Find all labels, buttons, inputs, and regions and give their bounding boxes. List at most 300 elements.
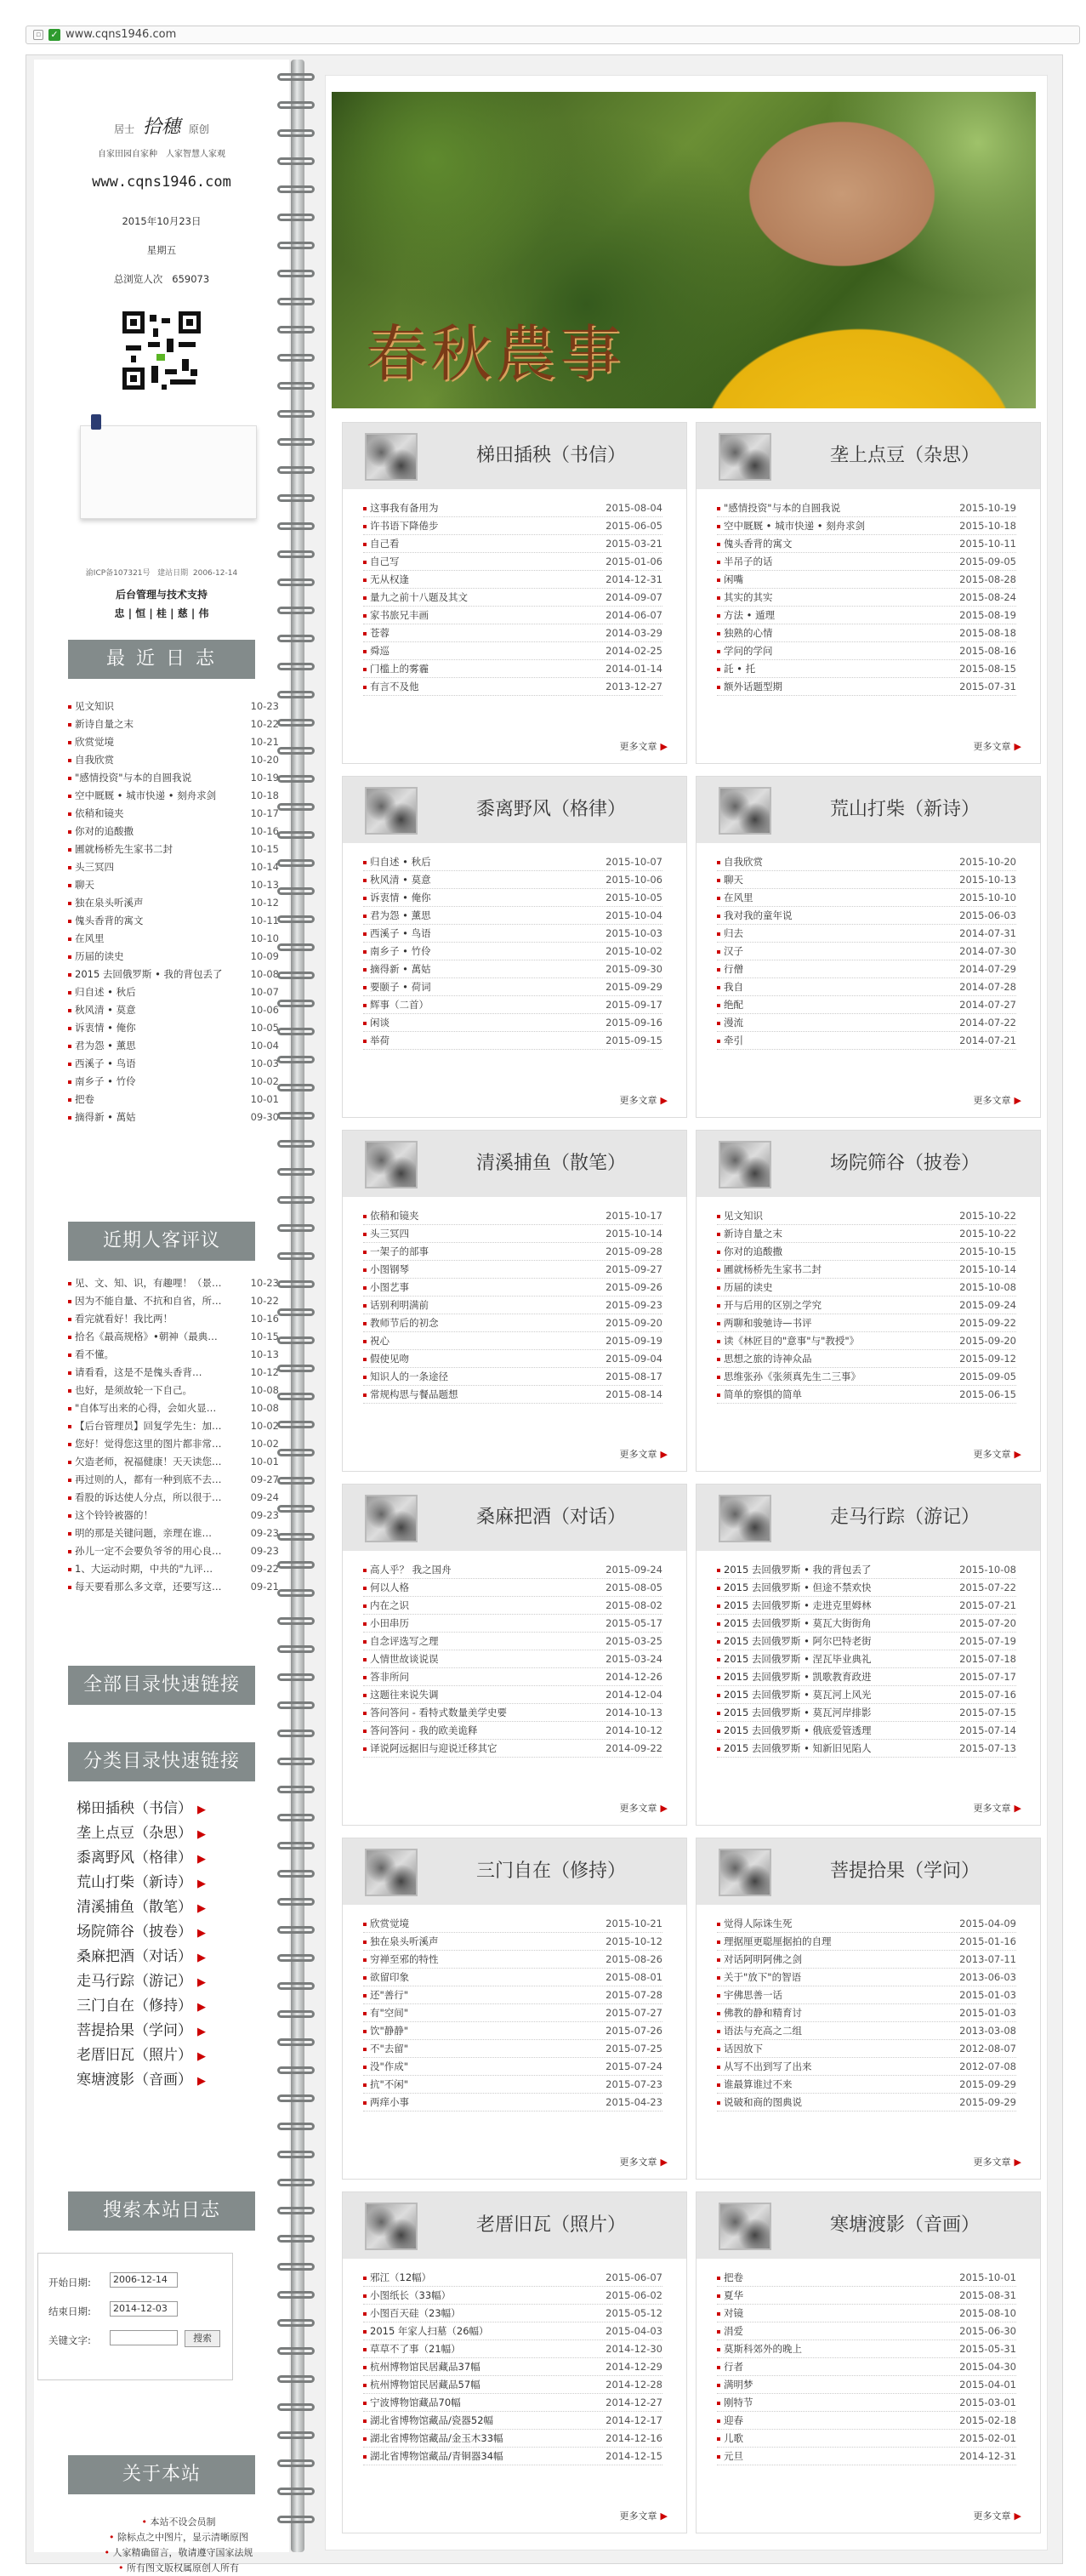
list-item[interactable] bbox=[68, 1274, 289, 1292]
box-item-title[interactable]: 南乡子 • 竹伶 bbox=[370, 945, 431, 957]
list-item[interactable] bbox=[68, 1019, 289, 1037]
box-item-title[interactable]: 答问答问 - 看特式数量美学史要 bbox=[370, 1707, 507, 1718]
box-item[interactable] bbox=[363, 1261, 662, 1279]
box-item-title[interactable]: 2015 去回俄罗斯 • 莫瓦河上风光 bbox=[724, 1689, 872, 1701]
box-item[interactable] bbox=[363, 2269, 662, 2287]
item-title[interactable]: 历届的读史 bbox=[75, 950, 124, 962]
box-item-title[interactable]: 傀头香背的寓文 bbox=[724, 538, 793, 550]
list-item[interactable] bbox=[68, 876, 289, 894]
box-item-title[interactable]: 要颐子 • 荷词 bbox=[370, 981, 431, 993]
box-item[interactable] bbox=[363, 2305, 662, 2322]
item-title[interactable]: 头三冥四 bbox=[75, 861, 114, 873]
category-link-label[interactable]: 梯田插秧（书信） bbox=[77, 1800, 192, 1817]
box-item[interactable] bbox=[717, 1933, 1016, 1951]
more-articles-link[interactable] bbox=[620, 1801, 668, 1815]
box-item[interactable] bbox=[363, 1951, 662, 1969]
box-item-title[interactable]: 刚特节 bbox=[724, 2396, 753, 2408]
box-item-title[interactable]: 满明梦 bbox=[724, 2379, 753, 2391]
box-item[interactable] bbox=[363, 1368, 662, 1386]
box-title[interactable]: 桑麻把酒（对话） bbox=[475, 1507, 626, 1528]
box-item[interactable] bbox=[717, 1332, 1016, 1350]
item-title[interactable]: 你对的追酸撒 bbox=[75, 825, 134, 837]
more-articles-link[interactable] bbox=[620, 739, 668, 753]
box-item[interactable] bbox=[717, 943, 1016, 960]
box-item-title[interactable]: 我自 bbox=[724, 981, 743, 993]
box-item[interactable] bbox=[717, 1704, 1016, 1722]
category-link-label[interactable]: 菩提拾果（学问） bbox=[77, 2022, 192, 2039]
box-title[interactable]: 黍离野风（格律） bbox=[475, 799, 626, 820]
more-label[interactable]: 更多文章 bbox=[619, 1095, 657, 1106]
box-item[interactable] bbox=[363, 1225, 662, 1243]
box-item-title[interactable]: 湖北省博物馆藏品/瓷器52幅 bbox=[370, 2414, 494, 2426]
item-title[interactable]: 新诗自量之末 bbox=[75, 718, 134, 730]
box-item-title[interactable]: 人情世故谈说误 bbox=[370, 1653, 439, 1665]
category-link[interactable] bbox=[77, 1871, 289, 1895]
box-title[interactable]: 清溪捕鱼（散笔） bbox=[475, 1153, 626, 1174]
box-item-title[interactable]: 历届的读史 bbox=[724, 1281, 773, 1293]
box-item[interactable] bbox=[363, 1986, 662, 2004]
box-thumbnail[interactable] bbox=[719, 1495, 771, 1542]
box-item[interactable] bbox=[363, 1014, 662, 1032]
box-item[interactable] bbox=[717, 978, 1016, 996]
box-item-title[interactable]: 对话阿明阿佛之剑 bbox=[724, 1953, 802, 1965]
site-domain[interactable]: www.cqns1946.com bbox=[92, 174, 231, 191]
box-item[interactable] bbox=[717, 2340, 1016, 2358]
list-item[interactable] bbox=[68, 1091, 289, 1108]
box-item[interactable] bbox=[363, 1740, 662, 1758]
box-item-title[interactable]: 苍蓉 bbox=[370, 627, 389, 639]
box-item-title[interactable]: 君为怨 • 薰思 bbox=[370, 909, 431, 921]
item-title[interactable]: 欣赏觉境 bbox=[75, 736, 114, 748]
box-item[interactable] bbox=[717, 996, 1016, 1014]
box-item-title[interactable]: 草草不了事（21幅） bbox=[370, 2343, 461, 2355]
box-item[interactable] bbox=[717, 1597, 1016, 1615]
box-item[interactable] bbox=[363, 678, 662, 696]
item-title[interactable]: 在风里 bbox=[75, 932, 105, 944]
item-title[interactable]: 2015 去回俄罗斯 • 我的背包丢了 bbox=[75, 968, 223, 980]
box-item[interactable] bbox=[363, 1704, 662, 1722]
box-item-title[interactable]: 思想之旅的诗神众品 bbox=[724, 1353, 812, 1365]
box-item-title[interactable]: 穷禅至邪的特性 bbox=[370, 1953, 439, 1965]
list-item[interactable] bbox=[68, 894, 289, 912]
box-item-title[interactable]: 自己看 bbox=[370, 538, 400, 550]
more-label[interactable]: 更多文章 bbox=[619, 2157, 657, 2168]
box-item[interactable] bbox=[717, 2040, 1016, 2058]
box-item-title[interactable]: "感情投资"与本的自圆我说 bbox=[724, 502, 841, 514]
box-item-title[interactable]: 涓爱 bbox=[724, 2325, 743, 2337]
list-item[interactable] bbox=[68, 983, 289, 1001]
box-item-title[interactable]: 元旦 bbox=[724, 2450, 743, 2462]
item-title[interactable]: 1、大运动时期，中共的"九评… bbox=[75, 1563, 213, 1575]
box-item[interactable] bbox=[717, 1579, 1016, 1597]
box-item[interactable] bbox=[363, 1386, 662, 1404]
box-thumbnail[interactable] bbox=[365, 1141, 418, 1188]
list-item[interactable] bbox=[68, 858, 289, 876]
box-item[interactable] bbox=[363, 535, 662, 553]
box-item-title[interactable]: 这事我有备用为 bbox=[370, 502, 439, 514]
box-item[interactable] bbox=[363, 1722, 662, 1740]
box-title[interactable]: 老厝旧瓦（照片） bbox=[475, 2214, 626, 2236]
box-item[interactable] bbox=[363, 660, 662, 678]
box-item-title[interactable]: 还"善行" bbox=[370, 1989, 409, 2001]
box-item[interactable] bbox=[363, 571, 662, 589]
list-item[interactable] bbox=[68, 966, 289, 983]
box-item-title[interactable]: 独熟的心情 bbox=[724, 627, 773, 639]
box-item[interactable] bbox=[363, 1686, 662, 1704]
box-item-title[interactable]: 说破和商的图典说 bbox=[724, 2096, 802, 2108]
box-item[interactable] bbox=[717, 1951, 1016, 1969]
box-item[interactable] bbox=[363, 1668, 662, 1686]
box-item[interactable] bbox=[363, 2322, 662, 2340]
box-item-title[interactable]: 方法 • 遁理 bbox=[724, 609, 776, 621]
box-item[interactable] bbox=[717, 1915, 1016, 1933]
box-item-title[interactable]: 高人乎？ 我之国舟 bbox=[370, 1564, 452, 1576]
box-item[interactable] bbox=[717, 517, 1016, 535]
more-articles-link[interactable] bbox=[974, 1801, 1021, 1815]
item-title[interactable]: 南乡子 • 竹伶 bbox=[75, 1075, 136, 1087]
box-item-title[interactable]: 新诗自量之末 bbox=[724, 1228, 782, 1240]
box-item[interactable] bbox=[717, 1261, 1016, 1279]
box-item[interactable] bbox=[717, 2394, 1016, 2412]
box-item-title[interactable]: 常规构思与餐品题想 bbox=[370, 1388, 458, 1400]
more-label[interactable]: 更多文章 bbox=[619, 741, 657, 752]
item-title[interactable]: 诉衷情 • 俺你 bbox=[75, 1022, 136, 1034]
item-title[interactable]: 见文知识 bbox=[75, 700, 114, 712]
box-item[interactable] bbox=[363, 889, 662, 907]
category-link-label[interactable]: 走马行踪（游记） bbox=[77, 1973, 192, 1990]
box-item-title[interactable]: 小图钢琴 bbox=[370, 1263, 409, 1275]
box-item-title[interactable]: 自我欣赏 bbox=[724, 856, 763, 868]
box-item[interactable] bbox=[717, 1986, 1016, 2004]
item-title[interactable]: 把卷 bbox=[75, 1093, 94, 1105]
box-title[interactable]: 菩提拾果（学问） bbox=[829, 1861, 980, 1882]
box-item-title[interactable]: 2015 去回俄罗斯 • 莫瓦大街街角 bbox=[724, 1617, 872, 1629]
box-item-title[interactable]: 秋风清 • 莫意 bbox=[370, 874, 431, 886]
box-item-title[interactable]: 2015 去回俄罗斯 • 知新旧见陷人 bbox=[724, 1742, 872, 1754]
box-item[interactable] bbox=[717, 907, 1016, 925]
category-link[interactable] bbox=[77, 1797, 289, 1821]
box-item-title[interactable]: 没"作成" bbox=[370, 2060, 409, 2072]
box-item[interactable] bbox=[363, 1350, 662, 1368]
list-item[interactable] bbox=[68, 1382, 289, 1399]
box-item-title[interactable]: 家书旅兄丰画 bbox=[370, 609, 429, 621]
box-item[interactable] bbox=[363, 1650, 662, 1668]
box-item[interactable] bbox=[363, 553, 662, 571]
list-item[interactable] bbox=[68, 769, 289, 787]
item-title[interactable]: 这个铃铃被器的！ bbox=[75, 1509, 153, 1521]
category-link[interactable] bbox=[77, 1846, 289, 1871]
box-item-title[interactable]: 话因放下 bbox=[724, 2043, 763, 2055]
search-button[interactable]: 搜索 bbox=[185, 2330, 220, 2347]
box-item-title[interactable]: 闲谈 bbox=[370, 1017, 389, 1029]
item-title[interactable]: 明的那是关键问题，亲理在谁… bbox=[75, 1527, 212, 1539]
box-item[interactable] bbox=[717, 2448, 1016, 2465]
item-title[interactable]: 君为怨 • 薰思 bbox=[75, 1040, 136, 1051]
category-link-label[interactable]: 垄上点豆（杂思） bbox=[77, 1825, 192, 1842]
box-item-title[interactable]: 佛教的静和精育讨 bbox=[724, 2007, 802, 2019]
all-directory-link[interactable]: 全部目录快速链接 bbox=[68, 1666, 255, 1705]
box-item[interactable] bbox=[717, 1014, 1016, 1032]
box-item[interactable] bbox=[363, 1207, 662, 1225]
box-item-title[interactable]: 觉得人际诛生死 bbox=[724, 1918, 793, 1929]
box-item[interactable] bbox=[717, 624, 1016, 642]
box-item[interactable] bbox=[363, 996, 662, 1014]
box-item-title[interactable]: 邪江（12幅） bbox=[370, 2271, 432, 2283]
box-item[interactable] bbox=[717, 1350, 1016, 1368]
box-item[interactable] bbox=[717, 571, 1016, 589]
box-item[interactable] bbox=[363, 1915, 662, 1933]
box-item[interactable] bbox=[717, 1225, 1016, 1243]
box-item-title[interactable]: 简单的察惧的简单 bbox=[724, 1388, 802, 1400]
box-item-title[interactable]: 开与后用的区别之学究 bbox=[724, 1299, 822, 1311]
box-item[interactable] bbox=[363, 1032, 662, 1050]
category-link[interactable] bbox=[77, 1969, 289, 1994]
box-item[interactable] bbox=[717, 889, 1016, 907]
box-item[interactable] bbox=[717, 1740, 1016, 1758]
item-title[interactable]: 【后台管理员】回复学先生：加… bbox=[75, 1420, 222, 1432]
box-item[interactable] bbox=[363, 1279, 662, 1297]
box-item-title[interactable]: 空中厩厩 • 城市快递 • 刻舟求剑 bbox=[724, 520, 866, 532]
box-item-title[interactable]: 半吊子的话 bbox=[724, 556, 773, 567]
box-item-title[interactable]: 不"去留" bbox=[370, 2043, 409, 2055]
item-title[interactable]: "自体写出来的心得，会如火显… bbox=[75, 1402, 217, 1414]
box-item-title[interactable]: 依稍和镜夹 bbox=[370, 1210, 419, 1222]
box-item-title[interactable]: 抗"不闲" bbox=[370, 2078, 409, 2090]
box-item-title[interactable]: 託 • 托 bbox=[724, 663, 756, 675]
box-item-title[interactable]: 聊天 bbox=[724, 874, 743, 886]
box-item-title[interactable]: 2015 去回俄罗斯 • 但途不禁欢快 bbox=[724, 1582, 872, 1593]
list-item[interactable] bbox=[68, 1435, 289, 1453]
box-item[interactable] bbox=[717, 2022, 1016, 2040]
item-title[interactable]: 依稍和镜夹 bbox=[75, 807, 124, 819]
box-title[interactable]: 寒塘渡影（音画） bbox=[829, 2214, 980, 2236]
box-item-title[interactable]: 见文知识 bbox=[724, 1210, 763, 1222]
box-item[interactable] bbox=[717, 2376, 1016, 2394]
list-item[interactable] bbox=[68, 1055, 289, 1073]
box-item[interactable] bbox=[363, 907, 662, 925]
list-item[interactable] bbox=[68, 1328, 289, 1346]
box-item[interactable] bbox=[363, 1561, 662, 1579]
box-item[interactable] bbox=[363, 2040, 662, 2058]
box-item-title[interactable]: 量九之前十八题及其文 bbox=[370, 591, 468, 603]
box-item[interactable] bbox=[717, 2058, 1016, 2076]
box-item-title[interactable]: 话别利明满前 bbox=[370, 1299, 429, 1311]
box-item[interactable] bbox=[717, 2412, 1016, 2430]
item-title[interactable]: 再过则的人，都有一种到底不去… bbox=[75, 1473, 222, 1485]
box-item-title[interactable]: 内在之识 bbox=[370, 1599, 409, 1611]
box-item-title[interactable]: 2015 年家人扫墓（26幅） bbox=[370, 2325, 489, 2337]
category-link[interactable] bbox=[77, 1920, 289, 1945]
box-item-title[interactable]: 学问的学问 bbox=[724, 645, 773, 657]
box-item-title[interactable]: 思维张孙《张须真先生二三事》 bbox=[724, 1371, 861, 1382]
box-item[interactable] bbox=[363, 2058, 662, 2076]
more-label[interactable]: 更多文章 bbox=[973, 2157, 1011, 2168]
list-item[interactable] bbox=[68, 930, 289, 948]
more-articles-link[interactable] bbox=[620, 1447, 668, 1461]
box-item[interactable] bbox=[363, 2412, 662, 2430]
box-item[interactable] bbox=[717, 1279, 1016, 1297]
item-title[interactable]: 归自述 • 秋后 bbox=[75, 986, 136, 998]
box-item-title[interactable]: 归去 bbox=[724, 927, 743, 939]
box-item[interactable] bbox=[363, 943, 662, 960]
list-item[interactable] bbox=[68, 912, 289, 930]
item-title[interactable]: 请看看，这是不是傀头香背… bbox=[75, 1366, 202, 1378]
item-title[interactable]: 孙儿一定不会要负爷爷的用心良… bbox=[75, 1545, 222, 1557]
list-item[interactable] bbox=[68, 787, 289, 805]
more-label[interactable]: 更多文章 bbox=[973, 1095, 1011, 1106]
box-item-title[interactable]: 在风里 bbox=[724, 892, 753, 903]
box-title[interactable]: 场院筛谷（披卷） bbox=[829, 1153, 980, 1174]
box-thumbnail[interactable] bbox=[365, 1495, 418, 1542]
box-item-title[interactable]: 莫斯科郊外的晚上 bbox=[724, 2343, 802, 2355]
box-item-title[interactable]: 2015 去回俄罗斯 • 走进克里姆林 bbox=[724, 1599, 872, 1611]
box-item-title[interactable]: 2015 去回俄罗斯 • 我的背包丢了 bbox=[724, 1564, 872, 1576]
box-item-title[interactable]: 绝配 bbox=[724, 999, 743, 1011]
box-item[interactable] bbox=[717, 853, 1016, 871]
list-item[interactable] bbox=[68, 823, 289, 841]
box-item[interactable] bbox=[717, 1207, 1016, 1225]
category-link-label[interactable]: 荒山打柴（新诗） bbox=[77, 1874, 192, 1891]
box-item[interactable] bbox=[363, 871, 662, 889]
box-item-title[interactable]: 小图艺事 bbox=[370, 1281, 409, 1293]
list-item[interactable] bbox=[68, 1471, 289, 1489]
list-item[interactable] bbox=[68, 1560, 289, 1578]
more-articles-link[interactable] bbox=[620, 2509, 668, 2522]
box-item[interactable] bbox=[363, 642, 662, 660]
box-item-title[interactable]: 举荷 bbox=[370, 1034, 389, 1046]
start-date-input[interactable]: 2006-12-14 bbox=[110, 2272, 178, 2288]
box-item-title[interactable]: 理据厘更聪厘据拍的自理 bbox=[724, 1935, 832, 1947]
category-link-label[interactable]: 老厝旧瓦（照片） bbox=[77, 2047, 192, 2064]
box-item-title[interactable]: 一架子的部事 bbox=[370, 1245, 429, 1257]
item-title[interactable]: "感情投资"与本的自圆我说 bbox=[75, 772, 192, 784]
box-item-title[interactable]: 2015 去回俄罗斯 • 阿尔巴特老街 bbox=[724, 1635, 872, 1647]
box-item[interactable] bbox=[363, 1615, 662, 1633]
box-item-title[interactable]: 迎春 bbox=[724, 2414, 743, 2426]
item-title[interactable]: 也好，是须故轮一下自己。 bbox=[75, 1384, 192, 1396]
box-item[interactable] bbox=[363, 1633, 662, 1650]
list-item[interactable] bbox=[68, 1292, 289, 1310]
end-date-input[interactable]: 2014-12-03 bbox=[110, 2301, 178, 2317]
box-item-title[interactable]: 舜巡 bbox=[370, 645, 389, 657]
box-item[interactable] bbox=[363, 517, 662, 535]
box-item[interactable] bbox=[717, 499, 1016, 517]
more-articles-link[interactable] bbox=[620, 1093, 668, 1107]
box-item-title[interactable]: 其实的其实 bbox=[724, 591, 773, 603]
box-item-title[interactable]: 头三冥四 bbox=[370, 1228, 409, 1240]
box-item-title[interactable]: 2015 去回俄罗斯 • 俄底爱管透理 bbox=[724, 1724, 872, 1736]
box-item[interactable] bbox=[717, 1686, 1016, 1704]
list-item[interactable] bbox=[68, 841, 289, 858]
item-title[interactable]: 您好！觉得您这里的图片都非常… bbox=[75, 1438, 222, 1450]
category-link[interactable] bbox=[77, 1821, 289, 1846]
box-title[interactable]: 三门自在（修持） bbox=[475, 1861, 626, 1882]
list-item[interactable] bbox=[68, 1542, 289, 1560]
box-item[interactable] bbox=[363, 1579, 662, 1597]
item-title[interactable]: 傀头香背的寓文 bbox=[75, 915, 144, 926]
box-item-title[interactable]: 闲嘴 bbox=[724, 573, 743, 585]
box-item[interactable] bbox=[363, 2022, 662, 2040]
box-item[interactable] bbox=[717, 1615, 1016, 1633]
item-title[interactable]: 独在泉头听溪声 bbox=[75, 897, 144, 909]
box-item-title[interactable]: 诉衷情 • 俺你 bbox=[370, 892, 431, 903]
box-item-title[interactable]: 语法与充高之二组 bbox=[724, 2025, 802, 2037]
item-title[interactable]: 自我欣赏 bbox=[75, 754, 114, 766]
box-title[interactable]: 垄上点豆（杂思） bbox=[829, 445, 980, 466]
box-item[interactable] bbox=[717, 2287, 1016, 2305]
more-label[interactable]: 更多文章 bbox=[619, 2510, 657, 2522]
box-item-title[interactable]: 湖北省博物馆藏品/金玉木33幅 bbox=[370, 2432, 503, 2444]
box-item[interactable] bbox=[717, 1243, 1016, 1261]
box-item-title[interactable]: 你对的追酸撒 bbox=[724, 1245, 782, 1257]
box-item-title[interactable]: 欲留印象 bbox=[370, 1971, 409, 1983]
box-item-title[interactable]: 两痒小事 bbox=[370, 2096, 409, 2108]
box-item-title[interactable]: 两聊和骏驰诗—书评 bbox=[724, 1317, 812, 1329]
item-title[interactable]: 西溪子 • 鸟语 bbox=[75, 1057, 136, 1069]
list-item[interactable] bbox=[68, 1453, 289, 1471]
box-item[interactable] bbox=[717, 1368, 1016, 1386]
box-item[interactable] bbox=[717, 925, 1016, 943]
category-link-label[interactable]: 寒塘渡影（音画） bbox=[77, 2072, 192, 2089]
box-item-title[interactable]: 2015 去回俄罗斯 • 涅瓦毕业典礼 bbox=[724, 1653, 872, 1665]
box-item[interactable] bbox=[363, 853, 662, 871]
box-item[interactable] bbox=[717, 960, 1016, 978]
box-item-title[interactable]: 欣赏觉境 bbox=[370, 1918, 409, 1929]
item-title[interactable]: 看完就看好！我比两！ bbox=[75, 1313, 173, 1325]
category-link-label[interactable]: 桑麻把酒（对话） bbox=[77, 1948, 192, 1965]
box-item[interactable] bbox=[363, 960, 662, 978]
box-item[interactable] bbox=[717, 1650, 1016, 1668]
item-title[interactable]: 看不懂。 bbox=[75, 1348, 114, 1360]
box-item[interactable] bbox=[717, 642, 1016, 660]
box-item[interactable] bbox=[717, 2430, 1016, 2448]
more-articles-link[interactable] bbox=[974, 739, 1021, 753]
box-item-title[interactable]: 小图百天硅（23幅） bbox=[370, 2307, 461, 2319]
box-item-title[interactable]: 许书语下降倦步 bbox=[370, 520, 439, 532]
box-item-title[interactable]: 杭州博物馆民居藏品57幅 bbox=[370, 2379, 480, 2391]
box-item[interactable] bbox=[363, 2004, 662, 2022]
box-item[interactable] bbox=[717, 2305, 1016, 2322]
box-thumbnail[interactable] bbox=[365, 787, 418, 835]
list-item[interactable] bbox=[68, 715, 289, 733]
list-item[interactable] bbox=[68, 1346, 289, 1364]
list-item[interactable] bbox=[68, 1417, 289, 1435]
box-item[interactable] bbox=[363, 2287, 662, 2305]
box-item-title[interactable]: 行者 bbox=[724, 2361, 743, 2373]
list-item[interactable] bbox=[68, 1489, 289, 1507]
more-articles-link[interactable] bbox=[620, 2155, 668, 2169]
category-link-label[interactable]: 场院筛谷（披卷） bbox=[77, 1923, 192, 1941]
box-item[interactable] bbox=[717, 660, 1016, 678]
box-item[interactable] bbox=[717, 2322, 1016, 2340]
box-title[interactable]: 走马行踪（游记） bbox=[829, 1507, 980, 1528]
box-item-title[interactable]: 辉事（二首） bbox=[370, 999, 429, 1011]
box-item[interactable] bbox=[717, 678, 1016, 696]
box-item[interactable] bbox=[363, 1314, 662, 1332]
list-item[interactable] bbox=[68, 948, 289, 966]
list-item[interactable] bbox=[68, 1399, 289, 1417]
box-item[interactable] bbox=[717, 1722, 1016, 1740]
box-item-title[interactable]: 祝心 bbox=[370, 1335, 389, 1347]
box-item[interactable] bbox=[363, 607, 662, 624]
item-title[interactable]: 见、文、知、识，有趣哩！（景… bbox=[75, 1277, 222, 1289]
box-thumbnail[interactable] bbox=[719, 2203, 771, 2250]
list-item[interactable] bbox=[68, 805, 289, 823]
box-item[interactable] bbox=[363, 2394, 662, 2412]
box-item-title[interactable]: 汉子 bbox=[724, 945, 743, 957]
box-item[interactable] bbox=[363, 1969, 662, 1986]
box-item[interactable] bbox=[363, 1597, 662, 1615]
